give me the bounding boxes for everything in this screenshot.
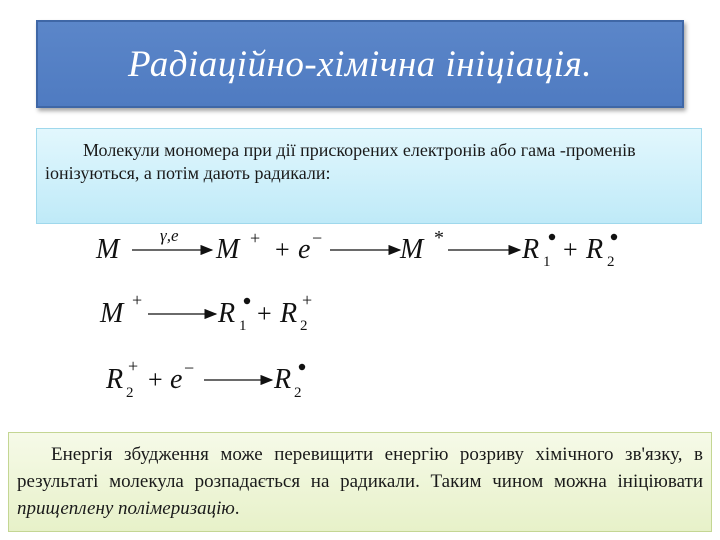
eq3-r2b: R <box>274 364 292 395</box>
slide-title: Радіаційно-хімічна ініціація. <box>128 43 592 85</box>
eq2-r1-radical-dot <box>244 298 250 304</box>
eq3-plus: + <box>148 365 163 394</box>
eq1-e: e <box>298 234 311 265</box>
conclusion-text-end: . <box>234 498 240 519</box>
eq2-r1: R <box>218 298 236 329</box>
eq3-r2b-sub: 2 <box>294 385 302 401</box>
eq2-r2-sup: + <box>302 290 313 310</box>
eq1-m: M <box>96 234 120 265</box>
eq2-r2-sub: 2 <box>300 318 308 334</box>
eq3-e: e <box>170 364 183 395</box>
conclusion-text <box>17 441 703 522</box>
eq1-plus2: + <box>563 235 578 264</box>
eq3-r2b-radical-dot <box>299 364 305 370</box>
eq1-r1: R <box>522 234 540 265</box>
eq1-plus-sup: + <box>250 228 261 248</box>
eq1-plus: + <box>275 235 290 264</box>
eq1-r2-radical-dot <box>611 234 617 240</box>
eq1-r1-radical-dot <box>549 234 555 240</box>
eq3-r2-sup: + <box>128 356 139 376</box>
eq1-arrow-label: γ,e <box>160 226 179 245</box>
eq2-m: M <box>100 298 124 329</box>
eq1-m3: M <box>400 234 424 265</box>
eq1-r2-sub: 2 <box>607 254 615 270</box>
eq1-star: * <box>434 227 444 249</box>
equation-3 <box>105 356 305 401</box>
eq3-minus-sup: − <box>184 358 195 378</box>
conclusion-emphasis: прищеплену полімеризацію <box>17 498 235 519</box>
eq1-r2: R <box>586 234 604 265</box>
conclusion-text-main: Енергія збудження може перевищити енергію розриву хімічного зв'язку, в результаті молекула розпадається на радикали. Таким чином можна ініціювати <box>17 444 703 492</box>
eq3-r2: R <box>106 364 124 395</box>
equation-1 <box>95 226 617 270</box>
eq2-r1-sub: 1 <box>239 318 247 334</box>
eq2-plus-sup: + <box>132 290 143 310</box>
eq2-plus: + <box>257 299 272 328</box>
eq2-r2: R <box>280 298 298 329</box>
eq1-r1-sub: 1 <box>543 254 551 270</box>
eq1-minus-sup: − <box>312 228 323 248</box>
eq1-m2: M <box>216 234 240 265</box>
intro-text: Молекули мономера при дії прискорених електронів або гама -променів іонізуються, а потім дають радикали: <box>45 140 636 183</box>
conclusion-box <box>8 432 712 532</box>
equation-2 <box>99 290 312 334</box>
eq3-r2-sub: 2 <box>126 385 134 401</box>
